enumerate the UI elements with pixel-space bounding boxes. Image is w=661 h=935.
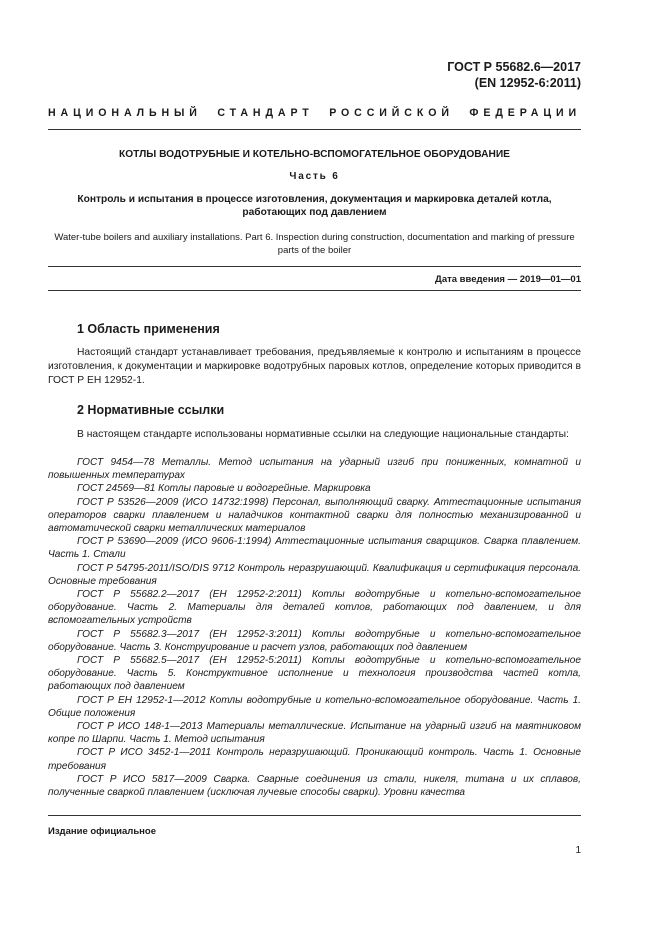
reference-list [48,456,581,799]
official-edition-label: Издание официальное [48,826,156,837]
reference-item: ГОСТ Р ИСО 5817—2009 Сварка. Сварные соединения из стали, никеля, титана и их сплавов, полученные сваркой плавлением (исключая лучевые способы сварки). Уровни качества [48,773,581,799]
reference-item: ГОСТ Р 55682.5—2017 (ЕН 12952-5:2011) Котлы водотрубные и котельно-вспомогательное оборудование. Часть 5. Конструктивное исполнение и технология производства частей котла, работающих под давлением [48,655,581,693]
reference-item: ГОСТ Р ЕН 12952-1—2012 Котлы водотрубные и котельно-вспомогательное оборудование. Часть 1. Общие положения [48,694,581,719]
introduction-date: Дата введения — 2019—01—01 [435,274,581,285]
section-2-intro: В настоящем стандарте использованы нормативные ссылки на следующие национальные стандарты: [77,429,569,440]
standard-code-line2: (EN 12952-6:2011) [474,76,581,90]
header-divider [48,129,581,130]
reference-item: ГОСТ Р 55682.2—2017 (ЕН 12952-2:2011) Котлы водотрубные и котельно-вспомогательное оборудование. Часть 2. Материалы для деталей котлов, работающих под давлением, и для вспомогательных устройств [48,589,581,627]
footer-divider [48,815,581,816]
part-label: Часть 6 [289,171,340,182]
reference-item: ГОСТ 24569—81 Котлы паровые и водогрейные. Маркировка [77,483,371,495]
reference-item: ГОСТ Р 53526—2009 (ИСО 14732:1998) Персонал, выполняющий сварку. Аттестационные испытания операторов сварки плавлением и наладчиков контактной сварки для полностью механизированной и автоматической сварки металлических материалов [48,496,581,535]
section-1-heading: 1 Область применения [77,322,220,336]
document-subtitle: Контроль и испытания в процессе изготовления, документация и маркировка деталей котла, работающих под давлением [77,194,552,218]
standard-code [447,59,581,91]
standard-code-line1: ГОСТ Р 55682.6—2017 [447,60,581,74]
title-divider [48,266,581,267]
national-standard-heading: НАЦИОНАЛЬНЫЙ СТАНДАРТ РОССИЙСКОЙ ФЕДЕРАЦИИ [48,107,581,119]
reference-item: ГОСТ Р ИСО 148-1—2013 Материалы металлические. Испытание на ударный изгиб на маятниковом копре по Шарпи. Часть 1. Метод испытания [48,721,581,746]
section-2-heading: 2 Нормативные ссылки [77,403,225,417]
date-divider [48,290,581,291]
reference-item: ГОСТ Р 55682.3—2017 (ЕН 12952-3:2011) Котлы водотрубные и котельно-вспомогательное оборудование. Часть 3. Конструирование и расчет узлов, работающих под давлением [48,628,581,653]
reference-item: ГОСТ Р 54795-2011/ISO/DIS 9712 Контроль неразрушающий. Квалификация и сертификация персонала. Основные требования [48,562,581,587]
english-title: Water-tube boilers and auxiliary installations. Part 6. Inspection during construction, documentation and marking of pressure parts of the boiler [54,232,575,256]
section-1-text: Настоящий стандарт устанавливает требования, предъявляемые к контролю и испытаниям в процессе изготовления, к документации и маркировке водотрубных паровых котлов, определение которых приводится в ГОСТ Р ЕН 12952-1. [48,347,581,387]
reference-item: ГОСТ Р ИСО 3452-1—2011 Контроль неразрушающий. Проникающий контроль. Часть 1. Основные требования [48,747,581,772]
reference-item: ГОСТ Р 53690—2009 (ИСО 9606-1:1994) Аттестационные испытания сварщиков. Сварка плавлением. Часть 1. Стали [48,536,581,561]
reference-item: ГОСТ 9454—78 Металлы. Метод испытания на ударный изгиб при пониженных, комнатной и повышенных температурах [48,457,581,482]
page-number: 1 [575,845,581,856]
document-title: КОТЛЫ ВОДОТРУБНЫЕ И КОТЕЛЬНО-ВСПОМОГАТЕЛЬНОЕ ОБОРУДОВАНИЕ [119,149,510,160]
